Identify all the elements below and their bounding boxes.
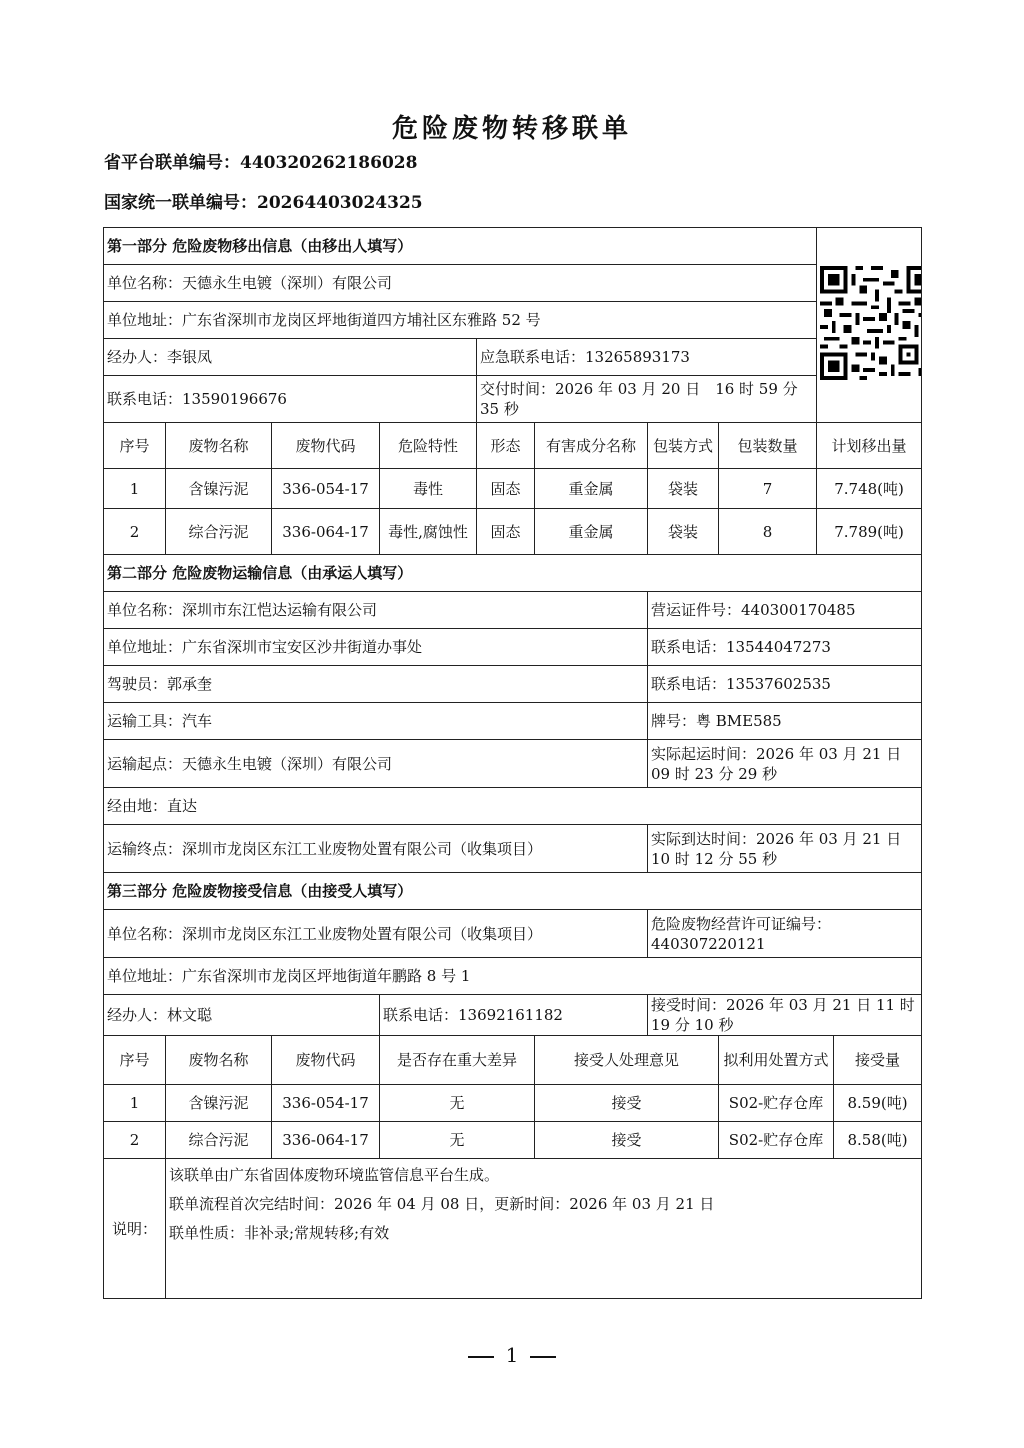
waste-name: 综合污泥 bbox=[166, 509, 272, 555]
part3-receive-time: 接受时间：2026 年 03 月 21 日 11 时 19 分 10 秒 bbox=[648, 995, 922, 1036]
disposal-method: S02-贮存仓库 bbox=[719, 1122, 834, 1159]
part2-row bbox=[104, 825, 922, 873]
part2-origin: 运输起点：天德永生电镀（深圳）有限公司 bbox=[104, 740, 648, 788]
part1-emergency-phone: 应急联系电话：13265893173 bbox=[477, 339, 817, 376]
part2-plate: 牌号：粤 BME585 bbox=[648, 703, 922, 740]
table-row bbox=[104, 1122, 922, 1159]
waste-form: 固态 bbox=[477, 509, 535, 555]
col-header: 包装数量 bbox=[719, 423, 817, 469]
part2-row bbox=[104, 788, 922, 825]
planned-amount: 7.748(吨) bbox=[817, 469, 922, 509]
part3-unit-name: 单位名称：深圳市龙岗区东江工业废物处置有限公司（收集项目） bbox=[104, 910, 648, 958]
part3-permit: 危险废物经营许可证编号：440307220121 bbox=[648, 910, 922, 958]
part1-phone-row bbox=[104, 376, 922, 423]
document-title: 危险废物转移联单 bbox=[391, 114, 632, 144]
dash-right bbox=[530, 1356, 556, 1358]
part1-unit-address: 单位地址：广东省深圳市龙岗区坪地街道四方埔社区东雅路 52 号 bbox=[104, 302, 817, 339]
part3-row bbox=[104, 910, 922, 958]
col-header: 序号 bbox=[104, 1036, 166, 1085]
part2-vehicle: 运输工具：汽车 bbox=[104, 703, 648, 740]
col-header: 废物名称 bbox=[166, 1036, 272, 1085]
part2-row bbox=[104, 629, 922, 666]
row-no: 2 bbox=[104, 509, 166, 555]
col-header: 拟利用处置方式 bbox=[719, 1036, 834, 1085]
part1-phone: 联系电话：13590196676 bbox=[104, 376, 477, 423]
part3-row bbox=[104, 995, 922, 1036]
part2-via: 经由地：直达 bbox=[104, 788, 922, 825]
package-count: 8 bbox=[719, 509, 817, 555]
part2-driver: 驾驶员：郭承奎 bbox=[104, 666, 648, 703]
manifest-table bbox=[103, 227, 922, 1299]
receiver-opinion: 接受 bbox=[535, 1122, 719, 1159]
received-amount: 8.59(吨) bbox=[834, 1085, 922, 1122]
table-row bbox=[104, 469, 922, 509]
notes-line: 联单性质：非补录;常规转移;有效 bbox=[169, 1224, 390, 1242]
part3-unit-address: 单位地址：广东省深圳市龙岗区坪地街道年鹏路 8 号 1 bbox=[104, 958, 922, 995]
part2-phone: 联系电话：13544047273 bbox=[648, 629, 922, 666]
receiver-opinion: 接受 bbox=[535, 1085, 719, 1122]
provincial-number bbox=[104, 148, 417, 173]
col-header: 有害成分名称 bbox=[535, 423, 648, 469]
notes-line: 该联单由广东省固体废物环境监管信息平台生成。 bbox=[169, 1166, 500, 1184]
qr-code-icon bbox=[820, 266, 922, 380]
dash-left bbox=[468, 1356, 494, 1358]
hazard-property: 毒性,腐蚀性 bbox=[380, 509, 477, 555]
col-header: 包装方式 bbox=[648, 423, 719, 469]
waste-code: 336-064-17 bbox=[272, 509, 380, 555]
col-header: 接受人处理意见 bbox=[535, 1036, 719, 1085]
packaging: 袋装 bbox=[648, 509, 719, 555]
part2-heading-row bbox=[104, 555, 922, 592]
part3-heading: 第三部分 危险废物接受信息（由接受人填写） bbox=[104, 873, 922, 910]
part1-delivery-time: 交付时间：2026 年 03 月 20 日 16 时 59 分 35 秒 bbox=[477, 376, 817, 423]
notes-content bbox=[166, 1159, 922, 1299]
package-count: 7 bbox=[719, 469, 817, 509]
col-header: 计划移出量 bbox=[817, 423, 922, 469]
discrepancy: 无 bbox=[380, 1085, 535, 1122]
discrepancy: 无 bbox=[380, 1122, 535, 1159]
part2-unit-address: 单位地址：广东省深圳市宝安区沙井街道办事处 bbox=[104, 629, 648, 666]
col-header: 序号 bbox=[104, 423, 166, 469]
part1-handler: 经办人：李银凤 bbox=[104, 339, 477, 376]
col-header: 废物代码 bbox=[272, 423, 380, 469]
col-header: 废物名称 bbox=[166, 423, 272, 469]
part1-unit-name-row bbox=[104, 265, 922, 302]
part2-destination: 运输终点：深圳市龙岗区东江工业废物处置有限公司（收集项目） bbox=[104, 825, 648, 873]
waste-code: 336-064-17 bbox=[272, 1122, 380, 1159]
hazard-property: 毒性 bbox=[380, 469, 477, 509]
waste-name: 综合污泥 bbox=[166, 1122, 272, 1159]
national-number bbox=[104, 188, 423, 213]
part2-row bbox=[104, 666, 922, 703]
planned-amount: 7.789(吨) bbox=[817, 509, 922, 555]
part2-row bbox=[104, 740, 922, 788]
col-header: 形态 bbox=[477, 423, 535, 469]
part2-unit-name: 单位名称：深圳市东江恺达运输有限公司 bbox=[104, 592, 648, 629]
part2-arrive-time: 实际到达时间：2026 年 03 月 21 日 10 时 12 分 55 秒 bbox=[648, 825, 922, 873]
part3-heading-row bbox=[104, 873, 922, 910]
national-number-label: 国家统一联单编号： bbox=[104, 193, 257, 213]
national-number-value: 20264403024325 bbox=[257, 193, 423, 213]
col-header: 接受量 bbox=[834, 1036, 922, 1085]
part3-handler: 经办人：林文聪 bbox=[104, 995, 380, 1036]
part1-heading: 第一部分 危险废物移出信息（由移出人填写） bbox=[104, 228, 817, 265]
col-header: 废物代码 bbox=[272, 1036, 380, 1085]
table-row bbox=[104, 1085, 922, 1122]
part1-heading-row bbox=[104, 228, 922, 265]
part2-heading: 第二部分 危险废物运输信息（由承运人填写） bbox=[104, 555, 922, 592]
col-header: 是否存在重大差异 bbox=[380, 1036, 535, 1085]
waste-code: 336-054-17 bbox=[272, 1085, 380, 1122]
packaging: 袋装 bbox=[648, 469, 719, 509]
part2-row bbox=[104, 592, 922, 629]
hazard-component: 重金属 bbox=[535, 509, 648, 555]
waste-name: 含镍污泥 bbox=[166, 469, 272, 509]
hazard-component: 重金属 bbox=[535, 469, 648, 509]
waste-name: 含镍污泥 bbox=[166, 1085, 272, 1122]
row-no: 1 bbox=[104, 1085, 166, 1122]
part2-license: 营运证件号：440300170485 bbox=[648, 592, 922, 629]
notes-row bbox=[104, 1159, 922, 1299]
table-row bbox=[104, 509, 922, 555]
provincial-number-value: 440320262186028 bbox=[240, 153, 418, 173]
qr-code-cell bbox=[817, 228, 922, 423]
notes-label: 说明： bbox=[104, 1159, 166, 1299]
part3-phone: 联系电话：13692161182 bbox=[380, 995, 648, 1036]
waste-form: 固态 bbox=[477, 469, 535, 509]
notes-line: 联单流程首次完结时间：2026 年 04 月 08 日，更新时间：2026 年 03 月 21 日 bbox=[169, 1195, 715, 1213]
received-amount: 8.58(吨) bbox=[834, 1122, 922, 1159]
page-number-value: 1 bbox=[505, 1343, 519, 1367]
provincial-number-label: 省平台联单编号： bbox=[104, 153, 240, 173]
disposal-method: S02-贮存仓库 bbox=[719, 1085, 834, 1122]
part3-row bbox=[104, 958, 922, 995]
waste-code: 336-054-17 bbox=[272, 469, 380, 509]
part1-handler-row bbox=[104, 339, 922, 376]
part2-depart-time: 实际起运时间：2026 年 03 月 21 日 09 时 23 分 29 秒 bbox=[648, 740, 922, 788]
part2-row bbox=[104, 703, 922, 740]
part1-unit-name: 单位名称：天德永生电镀（深圳）有限公司 bbox=[104, 265, 817, 302]
part2-driver-phone: 联系电话：13537602535 bbox=[648, 666, 922, 703]
part1-columns-row bbox=[104, 423, 922, 469]
row-no: 1 bbox=[104, 469, 166, 509]
page-number bbox=[0, 1343, 1024, 1367]
row-no: 2 bbox=[104, 1122, 166, 1159]
part3-columns-row bbox=[104, 1036, 922, 1085]
part1-unit-address-row bbox=[104, 302, 922, 339]
col-header: 危险特性 bbox=[380, 423, 477, 469]
